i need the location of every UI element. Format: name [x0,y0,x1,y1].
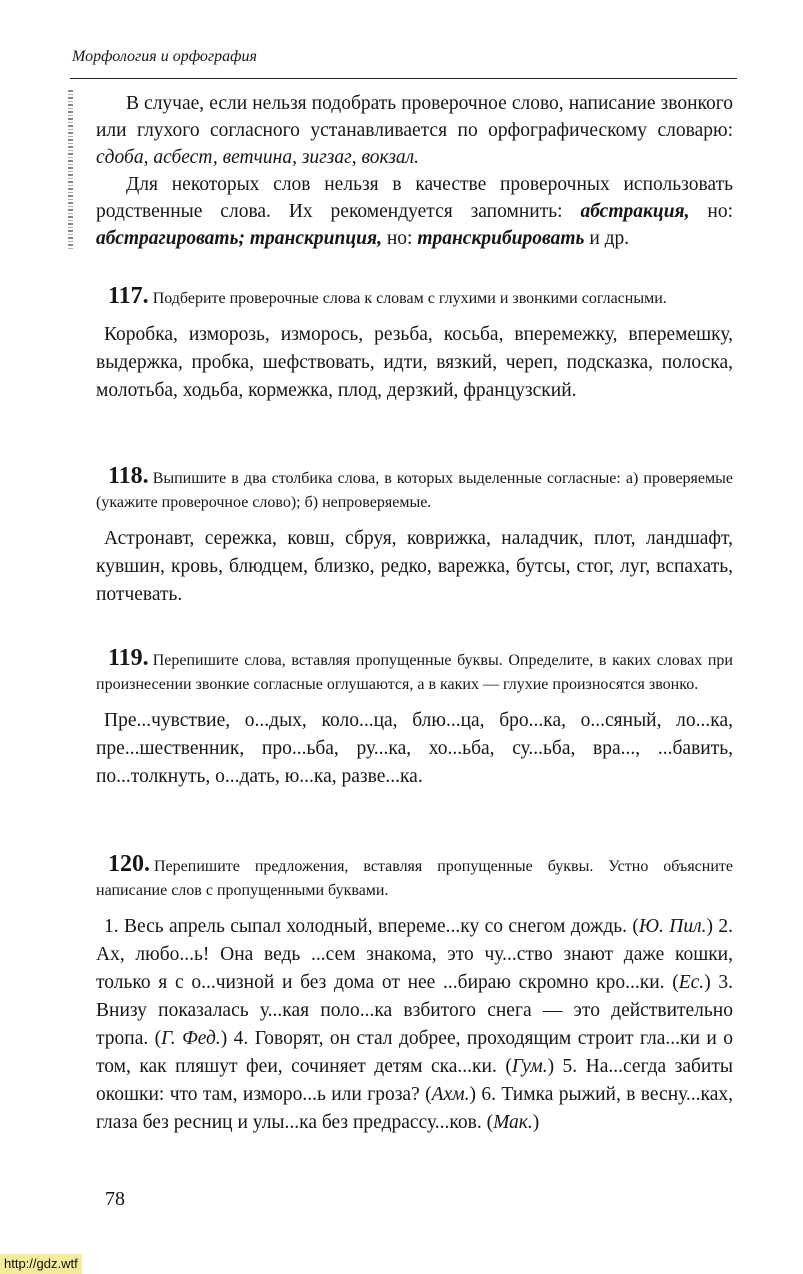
sentence-text: ) 3. Внизу показалась у...кая поло...ка взбитого снега — это действительно тропа. ( [96,972,733,1049]
author-ref: Ахм. [431,1084,470,1105]
rule-examples: сдоба, асбест, ветчина, зигзаг, вокзал. [96,147,420,168]
rule-text: и др. [584,228,630,249]
task-body: Пре...чувствие, о...дых, коло...ца, блю...ца, бро...ка, о...сяный, ло...ка, пре...шественник, про...ьба, ру...ка, хо...ьба, су...ьба, вра..., ...бавить, по...толкнуть, о...дать, ю...ка, разве...ка. [96,710,733,787]
rule-box [96,90,733,252]
rule-text: Для некоторых слов нельзя в качестве проверочных использовать родственные слова. Их рекомендуется запомнить: [96,174,733,222]
task-number: 119. [108,645,149,671]
page-number: 78 [105,1188,125,1210]
author-ref: Гум. [511,1056,548,1077]
task-instruction [96,464,733,515]
task-body: Астронавт, сережка, ковш, сбруя, коврижка, наладчик, плот, ландшафт, кувшин, кровь, блюдцем, близко, редко, варежка, бутсы, стог, луг, вспахать, потчевать. [96,528,733,605]
task-instruction [96,646,733,697]
sentence-text: 1. Весь апрель сыпал холодный, впереме...ку со снегом дождь. ( [104,916,639,937]
sentence-text: ) 2. Ах, любо...ь! Она ведь ...сем знакома, это чу...ство знают даже кошки, только я с о...чизной и без дома от нее ...бираю скромно кро...ки. ( [96,916,734,993]
author-ref: Ес. [678,972,705,993]
rule-paragraph-1 [96,90,733,171]
task-number: 118. [108,463,149,489]
rule-paragraph-2 [96,171,733,252]
rule-text: но: [689,201,733,222]
rule-example: абстрагировать; транскрипция, [96,228,382,249]
author-ref: Ю. Пил. [638,916,707,937]
author-ref: Г. Фед. [161,1028,221,1049]
task-120 [96,852,733,1137]
task-instruction-text: Перепишите слова, вставляя пропущенные буквы. Определите, в каких словах при произнесении звонкие согласные оглушаются, а в каких — глухие произносятся звонко. [96,652,733,693]
rule-text: но: [381,228,418,249]
task-118 [96,464,733,609]
task-instruction [96,284,733,311]
task-119 [96,646,733,791]
sentence-text: ) 5. На...сегда забиты окошки: что там, изморо...ь или гроза? ( [96,1056,733,1105]
task-instruction [96,852,733,903]
scan-margin-mark [68,90,73,250]
author-ref: Мак. [493,1112,533,1133]
sentence-text: ) 6. Тимка рыжий, в весну...ках, глаза без ресниц и улы...ка без предрассу...ков. ( [96,1084,734,1133]
sentence-text: ) 4. Говорят, он стал добрее, проходящим строит гла...ки и о том, как пляшут феи, сочиняет детям ска...ки. ( [96,1028,733,1077]
task-number: 117. [108,283,149,309]
task-body [96,913,733,1137]
running-header: Морфология и орфография [72,48,257,65]
header-divider [70,78,737,79]
task-body: Коробка, изморозь, изморось, резьба, косьба, вперемежку, вперемешку, выдержка, пробка, шефствовать, идти, вязкий, череп, подсказка, полоска, молотьба, ходьба, кормежка, плод, дерзкий, французский. [96,324,733,401]
rule-example: транскрибировать [417,228,585,249]
task-instruction-text: Выпишите в два столбика слова, в которых выделенные согласные: а) проверяемые (укажите проверочное слово); б) непроверяемые. [96,470,733,511]
task-instruction-text: Подберите проверочные слова к словам с глухими и звонкими согласными. [152,290,667,307]
task-117 [96,284,733,405]
rule-example: абстракция, [580,201,690,222]
task-number: 120. [108,851,150,877]
source-url-link[interactable]: http://gdz.wtf [0,1254,82,1274]
rule-text: В случае, если нельзя подобрать проверочное слово, написание звонкого или глухого согласного устанавливается по орфографическому словарю: [96,93,733,141]
sentence-text: ) [532,1112,540,1133]
task-instruction-text: Перепишите предложения, вставляя пропущенные буквы. Устно объясните написание слов с пропущенными буквами. [96,858,733,899]
